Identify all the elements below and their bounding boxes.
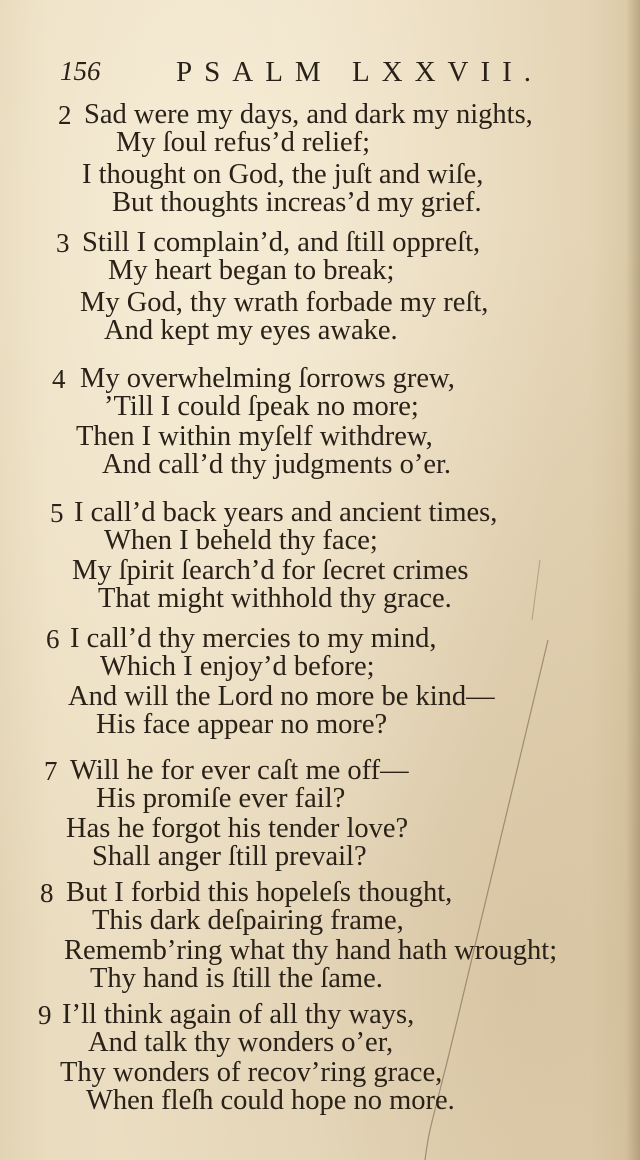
verse-line: I’ll think again of all thy ways, [62, 999, 415, 1030]
page-number: 156 [60, 56, 101, 86]
verse-number: 5 [50, 498, 64, 528]
verse-line: Shall anger ſtill prevail? [92, 841, 367, 872]
verse-line: My overwhelming ſorrows grew, [80, 363, 455, 394]
verse-line: I call’d thy mercies to my mind, [70, 623, 437, 654]
verse-line: Thy hand is ſtill the ſame. [90, 963, 383, 994]
verse-line: But I forbid this hopeleſs thought, [66, 877, 453, 908]
verse-line: Will he for ever caſt me off— [70, 755, 409, 786]
verse-line: My ſoul refus’d relief; [116, 127, 371, 158]
verse-line: His face appear no more? [96, 709, 388, 740]
verse-line: I thought on God, the juſt and wiſe, [82, 159, 484, 190]
verse-line: And call’d thy judgments o’er. [102, 449, 452, 480]
verse-line: ’Till I could ſpeak no more; [104, 391, 419, 422]
verse-line: Which I enjoy’d before; [100, 651, 375, 682]
verse-line: My God, thy wrath forbade my reſt, [80, 287, 489, 318]
verse-line: Sad were my days, and dark my nights, [84, 99, 533, 130]
verse-number: 4 [52, 364, 66, 394]
verse-line: Still I complain’d, and ſtill oppreſt, [82, 227, 481, 258]
verse-line: Rememb’ring what thy hand hath wrought; [64, 935, 558, 966]
verse-number: 9 [38, 1000, 52, 1030]
verse-line: This dark deſpairing frame, [92, 905, 404, 936]
running-title: PSALM LXXVII. [176, 56, 544, 88]
verse-line: And will the Lord no more be kind— [68, 681, 495, 712]
verse-line: Then I within myſelf withdrew, [76, 421, 433, 452]
verse-line: When I beheld thy face; [104, 525, 378, 556]
verse-number: 7 [44, 756, 58, 786]
verse-line: Has he forgot his tender love? [66, 813, 409, 844]
verse-line: My ſpirit ſearch’d for ſecret crimes [72, 555, 469, 586]
verse-number: 3 [56, 228, 70, 258]
page-header [60, 56, 560, 96]
verse-line: And talk thy wonders o’er, [88, 1027, 394, 1058]
verse-line: I call’d back years and ancient times, [74, 497, 498, 528]
verse-line: My heart began to break; [108, 255, 395, 286]
verse-line: His promiſe ever fail? [96, 783, 346, 814]
verse-number: 6 [46, 624, 60, 654]
verse-line: Thy wonders of recov’ring grace, [60, 1057, 443, 1088]
verse-line: When fleſh could hope no more. [86, 1085, 455, 1116]
verse-line: That might withhold thy grace. [98, 583, 452, 614]
verse-line: And kept my eyes awake. [104, 315, 398, 346]
verse-number: 2 [58, 100, 72, 130]
verse-line: But thoughts increas’d my grief. [112, 187, 482, 218]
verse-number: 8 [40, 878, 54, 908]
